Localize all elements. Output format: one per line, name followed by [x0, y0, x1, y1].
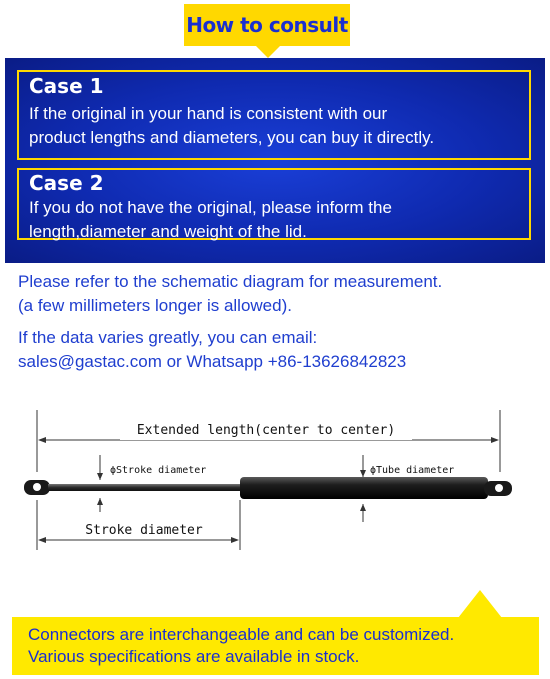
measurement-note — [18, 270, 442, 318]
piston-rod — [48, 484, 244, 491]
case-1-title: Case 1 — [29, 74, 104, 98]
stroke-label: Stroke diameter — [85, 523, 203, 538]
case-2-title: Case 2 — [29, 171, 104, 195]
cylinder-tube — [240, 477, 488, 499]
extended-arrow-right — [491, 437, 499, 443]
header-title: How to consult — [186, 13, 348, 37]
footer-line-1: Connectors are interchangeable and can be customized. — [28, 625, 455, 644]
footer-pointer — [458, 590, 502, 618]
left-eyelet-connector — [24, 480, 50, 495]
gas-spring-diagram — [0, 400, 550, 570]
footer-line-2: Various specifications are available in stock. — [28, 647, 360, 666]
right-eyelet-connector — [484, 481, 512, 496]
footer-banner — [12, 617, 539, 675]
measurement-note-line-2: (a few millimeters longer is allowed). — [18, 296, 292, 315]
case-1-line-1: If the original in your hand is consistent with our — [29, 104, 388, 123]
extended-length-label: Extended length(center to center) — [136, 423, 396, 438]
header-tag — [184, 4, 350, 46]
case-1-box — [17, 70, 531, 160]
case-1-text — [29, 102, 523, 150]
header-tag-pointer — [256, 46, 280, 58]
stroke-diameter-label: ϕStroke diameter — [110, 465, 207, 476]
extended-arrow-left — [38, 437, 46, 443]
case-2-line-1: If you do not have the original, please inform the — [29, 198, 392, 217]
case-2-text — [29, 196, 523, 244]
case-2-line-2: length,diameter and weight of the lid. — [29, 222, 307, 241]
tube-diameter-label: ϕTube diameter — [370, 465, 455, 476]
contact-note-line-2: sales@gastac.com or Whatsapp +86-13626842823 — [18, 352, 407, 371]
case-1-line-2: product lengths and diameters, you can buy it directly. — [29, 128, 435, 147]
contact-note — [18, 326, 406, 374]
case-2-box — [17, 168, 531, 240]
footer-text — [28, 624, 454, 668]
contact-note-line-1: If the data varies greatly, you can email: — [18, 328, 318, 347]
measurement-note-line-1: Please refer to the schematic diagram for measurement. — [18, 272, 443, 291]
